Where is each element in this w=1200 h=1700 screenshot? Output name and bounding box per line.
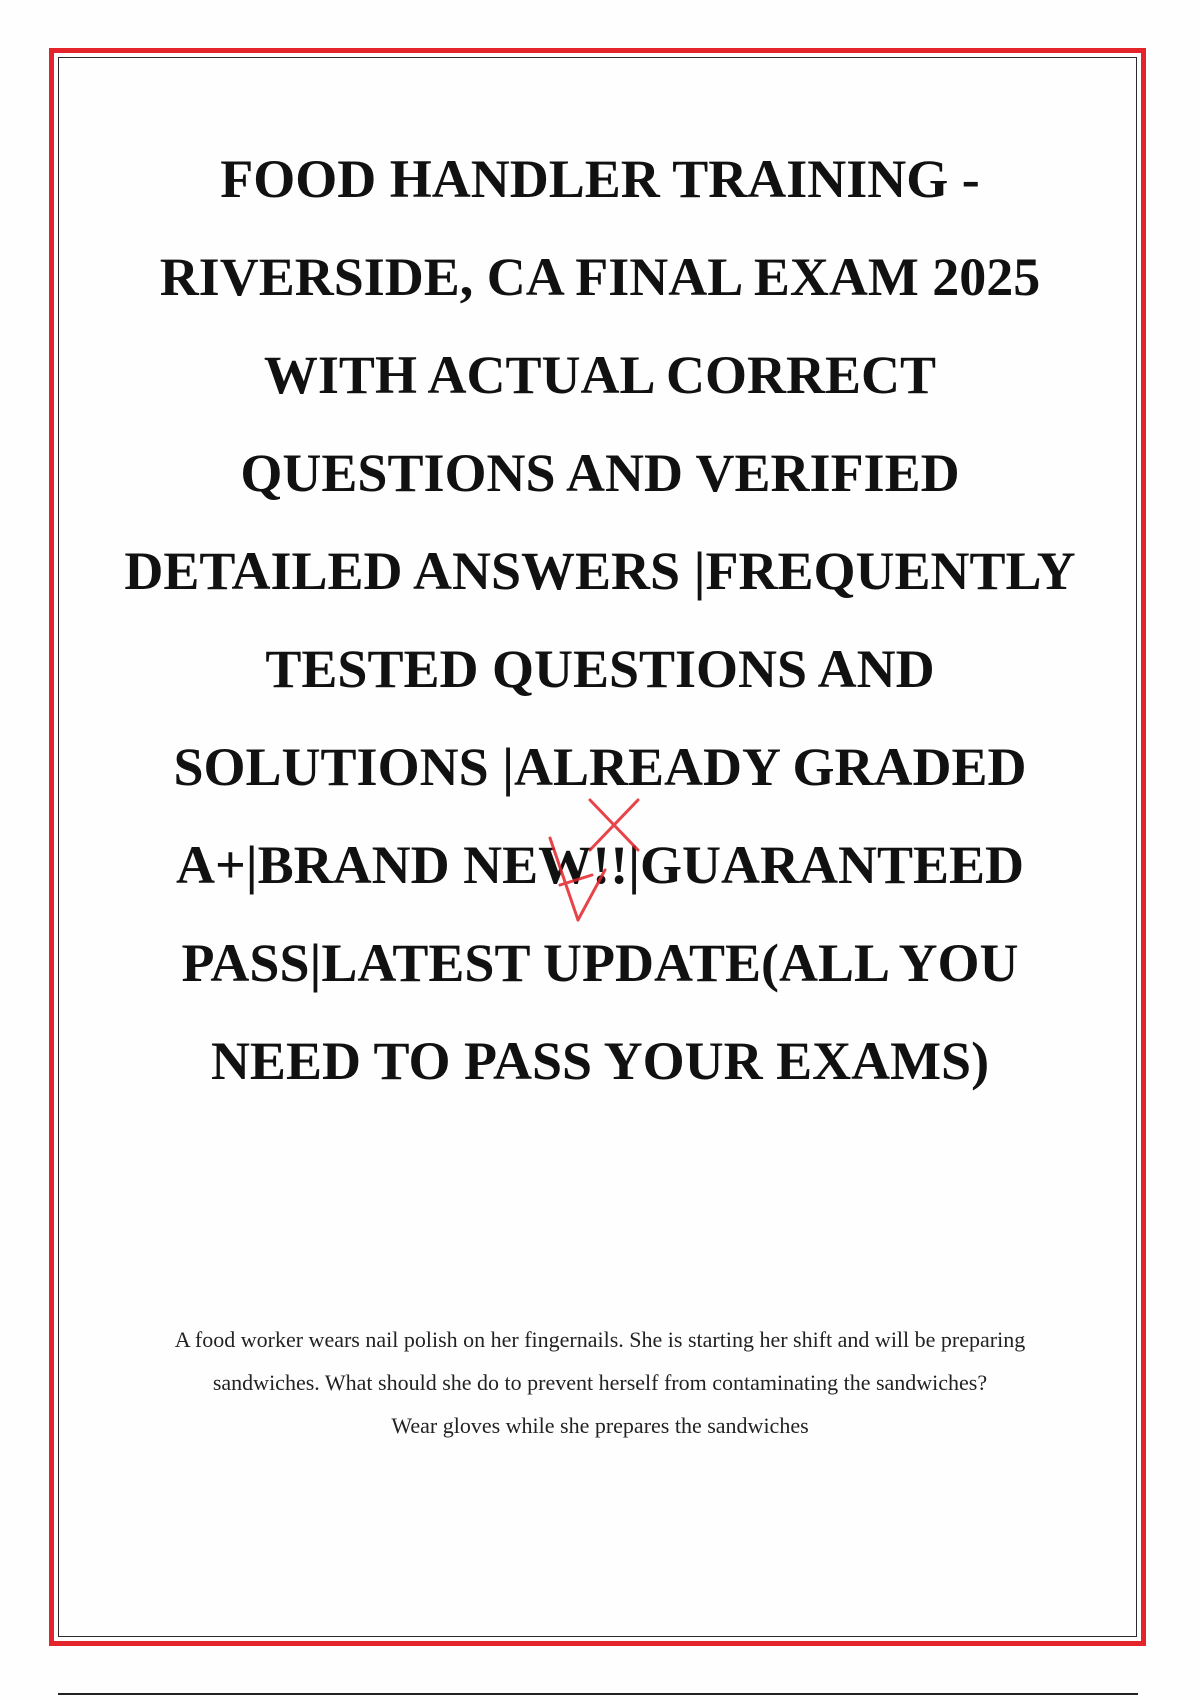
graded-a-check-watermark-icon	[530, 780, 670, 930]
document-title: FOOD HANDLER TRAINING - RIVERSIDE, CA FINAL EXAM 2025 WITH ACTUAL CORRECT QUESTIONS AND VERIFIED DETAILED ANSWERS |FREQUENTLY TESTED QUESTIONS AND SOLUTIONS |ALREADY GRADED A+|BRAND NEW!!|GUARANTEED PASS|LATEST UPDATE(ALL YOU NEED TO PASS YOUR EXAMS)	[124, 149, 1076, 1091]
bottom-divider	[58, 1693, 1138, 1695]
question-answer-block	[160, 1318, 1040, 1447]
answer-text: Wear gloves while she prepares the sandwiches	[391, 1413, 809, 1438]
question-text: A food worker wears nail polish on her fingernails. She is starting her shift and will be preparing sandwiches. What should she do to prevent herself from contaminating the sandwiches?	[174, 1327, 1026, 1395]
